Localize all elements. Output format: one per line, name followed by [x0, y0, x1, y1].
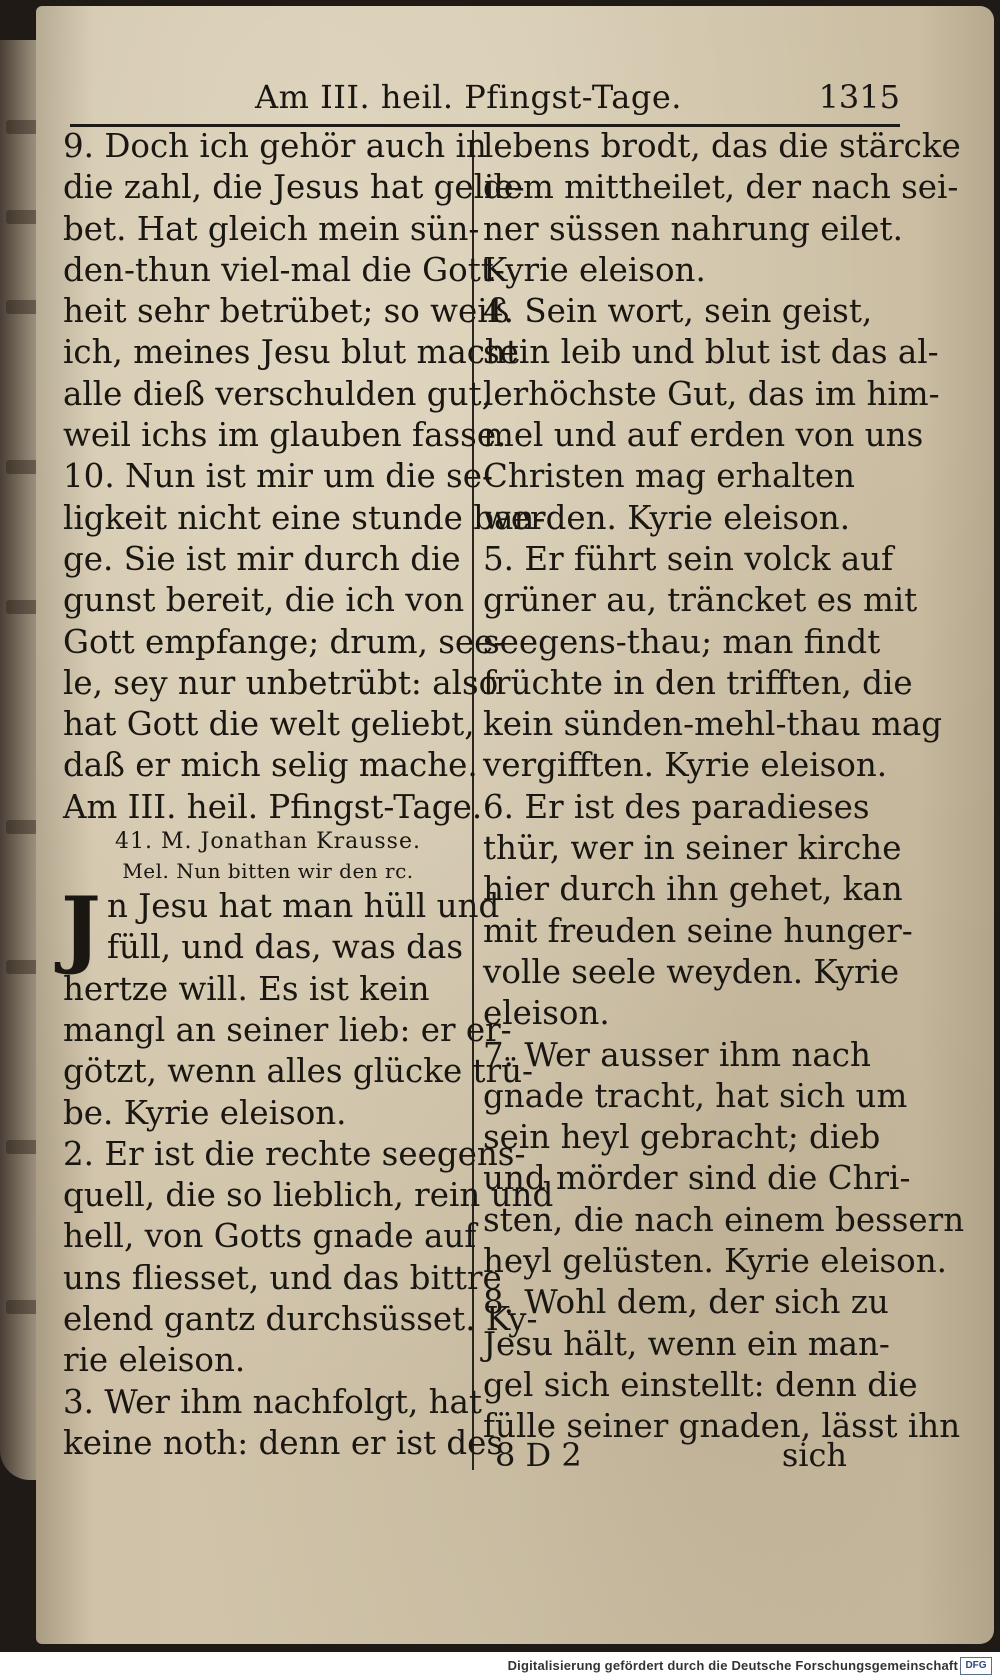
hymn-melody: Mel. Nun bitten wir den rc.: [122, 859, 414, 884]
text-line: mangl an seiner lieb: er er-: [63, 1010, 512, 1049]
text-line: uns fliesset, und das bittre: [63, 1258, 502, 1297]
text-line: hell, von Gotts gnade auf: [63, 1217, 477, 1256]
text-line: götzt, wenn alles glücke trü-: [63, 1052, 534, 1091]
ink-bleed: [6, 1140, 40, 1154]
dfg-logo: DFG: [960, 1657, 992, 1675]
drop-cap: J: [61, 878, 101, 978]
text-line: grüner au, träncket es mit: [483, 581, 918, 620]
signature-mark: 8 D 2: [495, 1436, 582, 1474]
text-line: werden. Kyrie eleison.: [483, 498, 851, 537]
credit-bar: [0, 1652, 1000, 1680]
text-line: ligkeit nicht eine stunde ban-: [63, 498, 546, 537]
text-line: sein leib und blut ist das al-: [483, 333, 939, 372]
text-line: früchte in den trifften, die: [483, 663, 913, 702]
hymn-opening: [61, 878, 500, 978]
text-line: elend gantz durchsüsset. Ky-: [63, 1300, 538, 1339]
text-line: le, sey nur unbetrübt: also: [63, 663, 499, 702]
text-line: lerhöchste Gut, das im him-: [483, 374, 940, 413]
ink-bleed: [6, 210, 40, 224]
hymn-author: 41. M. Jonathan Krausse.: [115, 829, 421, 855]
text-line: gunst bereit, die ich von: [63, 581, 465, 620]
text-line: rie eleison.: [63, 1341, 246, 1380]
text-line: 9. Doch ich gehör auch in: [63, 127, 487, 165]
text-line: ge. Sie ist mir durch die: [63, 539, 461, 578]
text-line: thür, wer in seiner kirche: [483, 829, 902, 868]
text-line: vergifften. Kyrie eleison.: [483, 746, 888, 785]
text-line: 6. Er ist des paradieses: [483, 787, 870, 826]
text-line: weil ichs im glauben fasse.: [63, 416, 507, 455]
page-footer: [483, 1436, 883, 1480]
text-line: be. Kyrie eleison.: [63, 1093, 347, 1132]
text-line: ner süssen nahrung eilet.: [483, 209, 903, 248]
text-line: hier durch ihn gehet, kan: [483, 870, 903, 909]
text-line: mit freuden seine hunger-: [483, 911, 913, 950]
text-line: sein heyl gebracht; dieb: [483, 1118, 881, 1157]
ink-bleed: [6, 600, 40, 614]
text-line: keine noth: denn er ist des: [63, 1423, 504, 1462]
funding-credit: Digitalisierung gefördert durch die Deutsche Forschungsgemeinschaft: [507, 1658, 958, 1673]
ink-bleed: [6, 300, 40, 314]
text-line: 4. Sein wort, sein geist,: [483, 292, 873, 331]
text-line: 3. Wer ihm nachfolgt, hat: [63, 1382, 482, 1421]
text-line: dem mittheilet, der nach sei-: [483, 168, 959, 207]
ink-bleed: [6, 1300, 40, 1314]
running-title: Am III. heil. Pfingst-Tage.: [255, 78, 682, 116]
ink-bleed: [6, 960, 40, 974]
ink-bleed: [6, 460, 40, 474]
text-line: alle dieß verschulden gut,: [63, 374, 492, 413]
text-line: die zahl, die Jesus hat gelie-: [63, 168, 525, 207]
text-line: hat Gott die welt geliebt,: [63, 705, 475, 744]
text-line: fülle seiner gnaden, lässt ihn: [483, 1407, 961, 1446]
page-header: [70, 78, 900, 127]
text-line: gel sich einstellt: denn die: [483, 1365, 918, 1404]
text-line: 10. Nun ist mir um die se-: [63, 457, 493, 496]
text-line: heyl gelüsten. Kyrie eleison.: [483, 1242, 947, 1281]
text-line: Kyrie eleison.: [483, 250, 706, 289]
text-line: 5. Er führt sein volck auf: [483, 539, 894, 578]
text-line: 8. Wohl dem, der sich zu: [483, 1283, 889, 1322]
ink-bleed: [6, 820, 40, 834]
catchword: sich: [781, 1436, 847, 1474]
page-number: 1315: [818, 78, 900, 116]
text-line: eleison.: [483, 994, 610, 1033]
text-line: kein sünden-mehl-thau mag: [483, 705, 943, 744]
text-line: volle seele weyden. Kyrie: [483, 952, 900, 991]
left-column: [61, 126, 554, 1464]
text-line: und mörder sind die Chri-: [483, 1159, 911, 1198]
text-line: hertze will. Es ist kein: [63, 969, 430, 1008]
right-column: [483, 126, 965, 1448]
text-line: Gott empfange; drum, see-: [63, 622, 505, 661]
text-line: lebens brodt, das die stärcke: [483, 127, 961, 165]
text-line: Jesu hält, wenn ein man-: [483, 1324, 890, 1363]
text-line: bet. Hat gleich mein sün-: [63, 209, 480, 248]
text-line: heit sehr betrübet; so weiß: [63, 292, 510, 331]
text-line: n Jesu hat man hüll und: [107, 887, 500, 926]
text-line: daß er mich selig mache.: [63, 746, 478, 785]
text-line: den-thun viel-mal die Gott-: [63, 250, 505, 289]
text-line: mel und auf erden von uns: [483, 416, 924, 455]
text-line: füll, und das, was das: [107, 928, 463, 967]
ink-bleed: [6, 120, 40, 134]
text-line: Christen mag erhalten: [483, 457, 855, 496]
text-line: ich, meines Jesu blut macht: [63, 333, 519, 372]
text-line: gnade tracht, hat sich um: [483, 1076, 908, 1115]
text-line: quell, die so lieblich, rein und: [63, 1176, 554, 1215]
text-line: 7. Wer ausser ihm nach: [483, 1035, 871, 1074]
text-line: 2. Er ist die rechte seegens-: [63, 1134, 526, 1173]
text-line: sten, die nach einem bessern: [483, 1200, 965, 1239]
hymn-heading: Am III. heil. Pfingst-Tage.: [63, 787, 483, 826]
text-line: seegens-thau; man findt: [483, 622, 881, 661]
